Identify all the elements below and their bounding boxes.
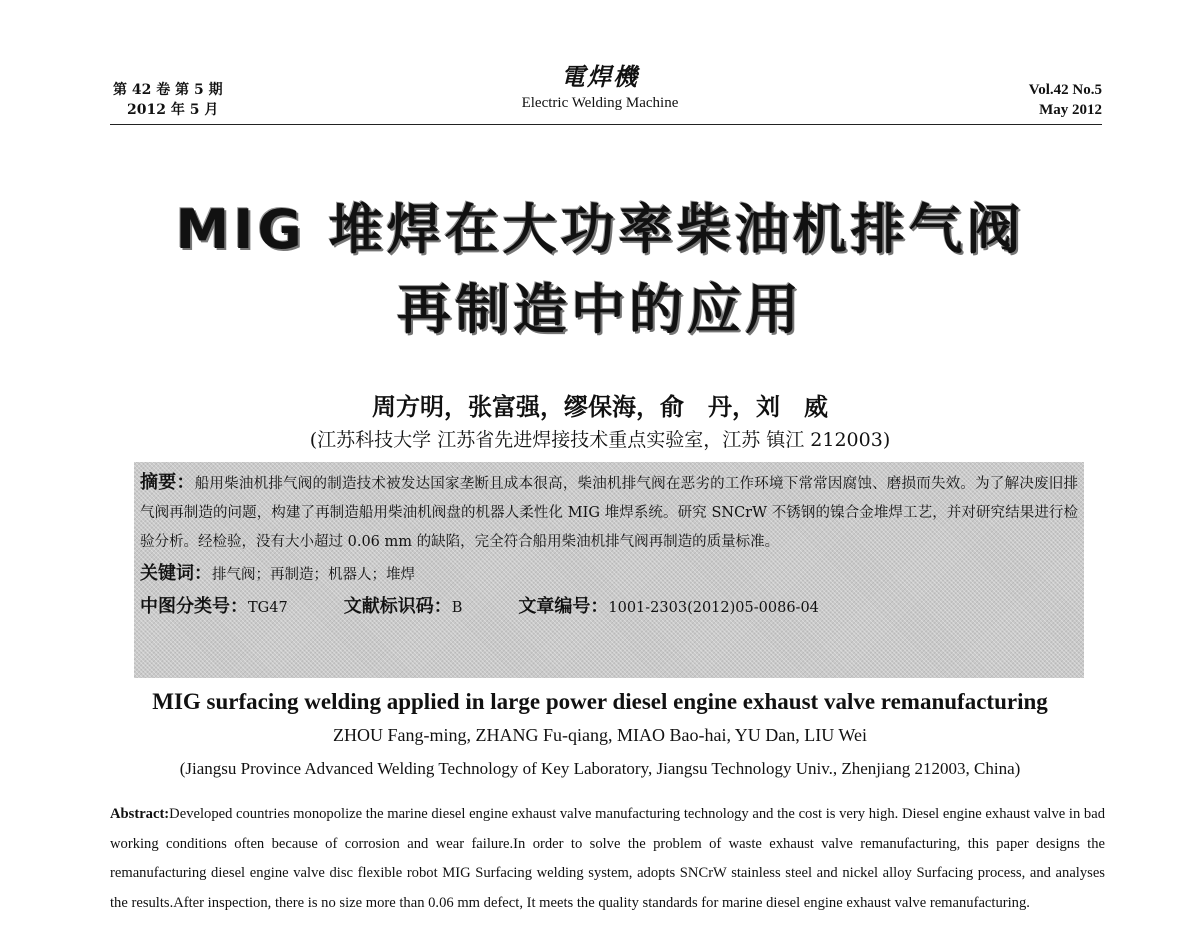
authors-cn: 周方明，张富强，缪保海，俞 丹，刘 威 [372, 393, 828, 421]
title-cn-line-2: 再制造中的应用 [397, 278, 803, 341]
authors-en: ZHOU Fang-ming, ZHANG Fu-qiang, MIAO Bao-hai, YU Dan, LIU Wei [333, 725, 867, 745]
clc-label: 中图分类号： [140, 596, 248, 617]
journal-name-en: Electric Welding Machine [521, 95, 679, 111]
article-no-value: 1001-2303(2012)05-0086-04 [608, 600, 819, 616]
article-number [518, 592, 819, 623]
classification-row [140, 592, 1078, 623]
abstract-cn-box [134, 462, 1084, 678]
keywords-cn [140, 559, 1078, 590]
abstract-en [110, 800, 1105, 918]
paper-title-en: MIG surfacing welding applied in large power diesel engine exhaust valve remanufacturing [152, 689, 1048, 714]
date-cn: 2012 年 5 月 [127, 102, 219, 118]
affiliation-cn: (江苏科技大学 江苏省先进焊接技术重点实验室，江苏 镇江 212003) [309, 429, 891, 451]
abstract-cn-label: 摘要： [140, 472, 195, 493]
header-rule [110, 124, 1102, 125]
journal-name [0, 62, 1200, 114]
doc-code-label: 文献标识码： [343, 596, 452, 617]
abstract-cn-text: 船用柴油机排气阀的制造技术被发达国家垄断且成本很高，柴油机排气阀在恶劣的工作环境下常常因腐蚀、磨损而失效。为了解决废旧排气阀再制造的问题，构建了再制造船用柴油机阀盘的机器人柔性化 MIG 堆焊系统。研究 SNCrW 不锈钢的镍合金堆焊工艺，并对研究结果进行检验分析。经检验，没有大小超过 0.06 mm 的缺陷，完全符合船用柴油机排气阀再制造的质量标准。 [140, 476, 1079, 550]
document-code [344, 592, 463, 623]
issue-info-en [1029, 80, 1102, 120]
doc-code-value: B [451, 600, 463, 616]
keywords-cn-label: 关键词： [140, 563, 212, 584]
journal-header [0, 0, 1200, 130]
clc-number [140, 592, 288, 623]
abstract-en-text: Developed countries monopolize the marine diesel engine exhaust valve manufacturing technology and the cost is very high. Diesel engine exhaust valve in bad working conditions often because of corrosion and wear failure.In order to solve the problem of waste exhaust valve remanufacturing, this paper designs the remanufacturing diesel engine valve disc flexible robot MIG Surfacing welding system, adopts SNCrW stainless steel and nickel alloy Surfacing process, and analyses the results.After inspection, there is no size more than 0.06 mm defect, It meets the quality standards for marine diesel engine exhaust valve remanufacturing. [110, 806, 1105, 911]
date-en: May 2012 [1039, 102, 1102, 118]
abstract-en-label: Abstract: [110, 806, 170, 822]
keywords-cn-text: 排气阀；再制造；机器人；堆焊 [212, 567, 415, 583]
paper-title-cn [0, 190, 1200, 350]
clc-value: TG47 [248, 600, 288, 616]
volume-issue-en: Vol.42 No.5 [1028, 82, 1102, 98]
volume-issue-cn: 第 42 卷 第 5 期 [113, 82, 223, 98]
affiliation-en: (Jiangsu Province Advanced Welding Technology of Key Laboratory, Jiangsu Technology Univ., Zhenjiang 212003, China) [179, 759, 1021, 778]
journal-name-cn: 電焊機 [561, 62, 639, 91]
article-no-label: 文章编号： [518, 596, 609, 617]
abstract-cn [140, 468, 1078, 557]
title-cn-line-1: MIG 堆焊在大功率柴油机排气阀 [175, 198, 1025, 261]
